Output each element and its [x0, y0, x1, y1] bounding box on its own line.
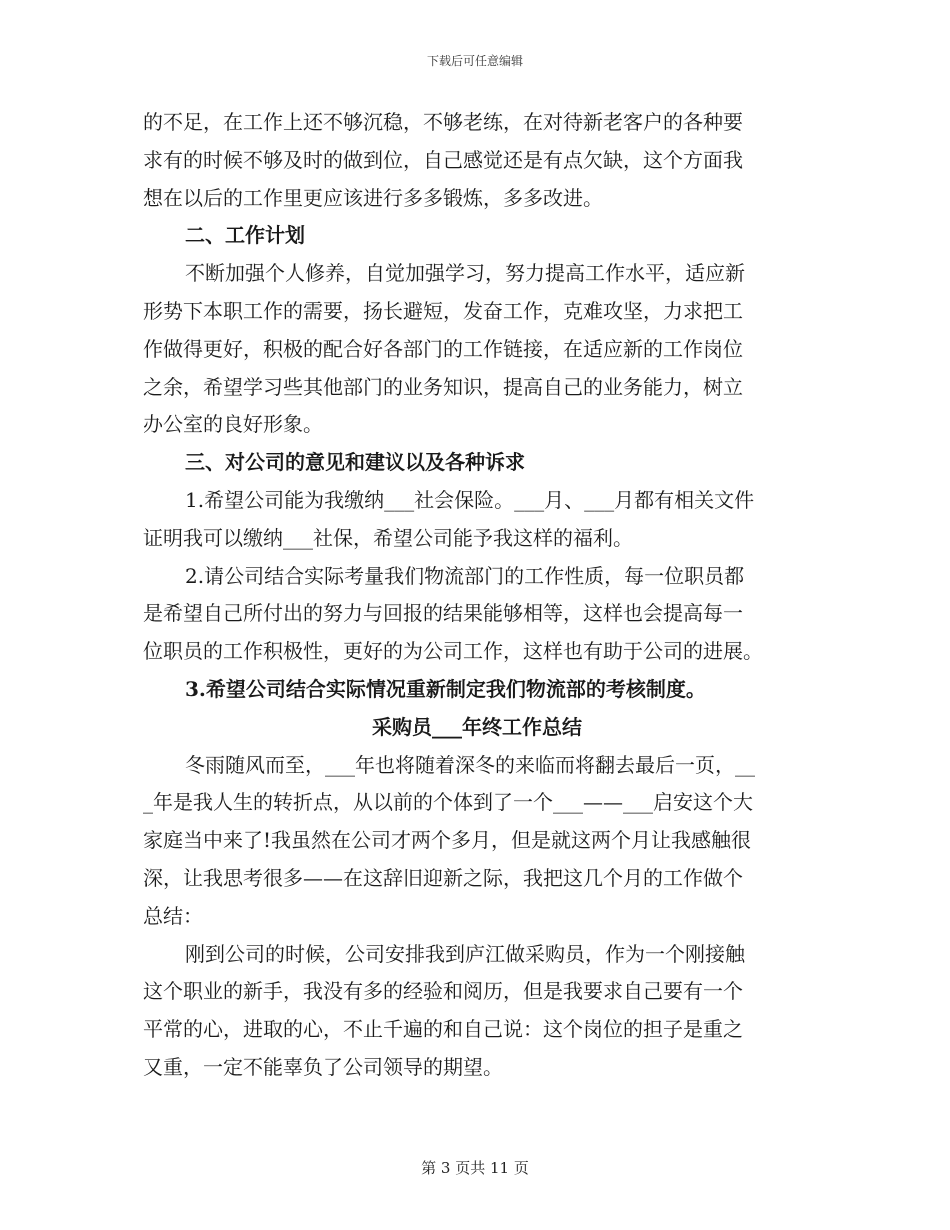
text-line: 之余，希望学习些其他部门的业务知识，提高自己的业务能力，树立: [143, 374, 743, 399]
text-line: 1.希望公司能为我缴纳___社会保险。___月、___月都有相关文件: [185, 487, 755, 512]
text-line: 又重，一定不能辜负了公司领导的期望。: [143, 1054, 503, 1079]
text-line: 2.请公司结合实际考量我们物流部门的工作性质，每一位职员都: [185, 563, 745, 588]
text-line: 3.希望公司结合实际情况重新制定我们物流部的考核制度。: [185, 676, 706, 701]
text-line: 刚到公司的时候，公司安排我到庐江做采购员，作为一个刚接触: [185, 941, 745, 966]
text-line: 是希望自己所付出的努力与回报的结果能够相等，这样也会提高每一: [143, 601, 743, 626]
section-title: 采购员___年终工作总结: [372, 714, 582, 739]
section-heading: 三、对公司的意见和建议以及各种诉求: [185, 450, 525, 475]
text-line: 这个职业的新手，我没有多的经验和阅历，但是我要求自己要有一个: [143, 979, 743, 1004]
text-line: 冬雨随风而至，___年也将随着深冬的来临而将翻去最后一页，__: [185, 752, 755, 777]
text-line: 办公室的良好形象。: [143, 412, 323, 437]
text-line: 证明我可以缴纳___社保，希望公司能予我这样的福利。: [143, 525, 633, 550]
text-line: 位职员的工作积极性，更好的为公司工作，这样也有助于公司的进展。: [143, 639, 763, 664]
text-line: 不断加强个人修养，自觉加强学习，努力提高工作水平，适应新: [185, 261, 745, 286]
page-footer: 第 3 页共 11 页: [421, 1159, 529, 1177]
page-header: 下载后可任意编辑: [426, 54, 523, 68]
text-line: 平常的心，进取的心，不止千遍的和自己说：这个岗位的担子是重之: [143, 1017, 743, 1042]
section-heading: 二、工作计划: [185, 223, 305, 248]
text-line: _年是我人生的转折点，从以前的个体到了一个___——___启安这个大: [143, 790, 753, 815]
text-line: 形势下本职工作的需要，扬长避短，发奋工作，克难攻坚，力求把工: [143, 298, 743, 323]
text-line: 深，让我思考很多——在这辞旧迎新之际，我把这几个月的工作做个: [143, 865, 743, 890]
text-line: 求有的时候不够及时的做到位，自己感觉还是有点欠缺，这个方面我: [143, 147, 743, 172]
text-line: 总结：: [143, 903, 203, 928]
text-line: 的不足，在工作上还不够沉稳，不够老练，在对待新老客户的各种要: [143, 110, 743, 134]
text-line: 作做得更好，积极的配合好各部门的工作链接，在适应新的工作岗位: [143, 336, 743, 361]
document-body: [143, 104, 811, 1087]
text-line: 想在以后的工作里更应该进行多多锻炼，多多改进。: [143, 185, 603, 210]
text-line: 家庭当中来了!我虽然在公司才两个多月，但是就这两个月让我感触很: [143, 828, 752, 853]
